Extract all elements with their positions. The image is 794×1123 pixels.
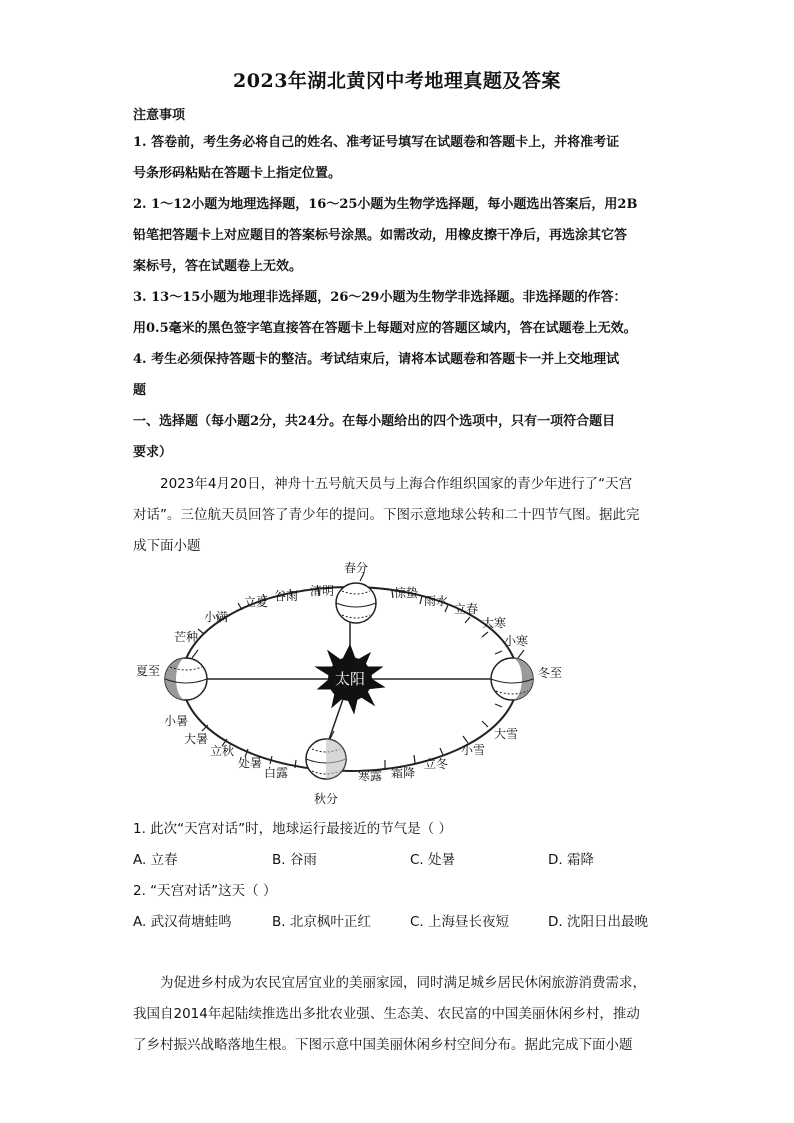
earth-autumn-equinox-icon	[306, 731, 346, 779]
term-chushu: 处暑	[237, 756, 263, 770]
term-daxue: 大雪	[493, 727, 519, 741]
question-2-option-b: B. 北京枫叶正红	[272, 914, 371, 930]
term-qiufen: 秋分	[313, 792, 339, 806]
notice-line: 用0.5毫米的黑色签字笔直接答在答题卡上每题对应的答题区域内，答在试题卷上无效。	[133, 321, 637, 336]
question-2-option-d: D. 沈阳日出最晚	[548, 914, 648, 930]
section-heading: 要求）	[133, 445, 173, 460]
notice-line: 2. 1～12小题为地理选择题，16～25小题为生物学选择题，每小题选出答案后，用2B	[133, 197, 638, 212]
earth-orbit-diagram	[130, 555, 570, 810]
earth-spring-equinox-icon	[336, 573, 376, 623]
question-2-option-a: A. 武汉荷塘蛙鸣	[133, 914, 232, 930]
earth-summer-solstice-icon	[165, 650, 207, 700]
notice-line: 1. 答卷前，考生务必将自己的姓名、准考证号填写在试题卷和答题卡上，并将准考证	[133, 135, 620, 150]
passage-line: 我国自2014年起陆续推选出多批农业强、生态美、农民富的中国美丽休闲乡村，推动	[133, 1006, 640, 1022]
passage-line: 为促进乡村成为农民宜居宜业的美丽家园，同时满足城乡居民休闲旅游消费需求，	[160, 975, 646, 991]
term-dahan: 大寒	[481, 616, 507, 630]
term-xiaohan: 小寒	[503, 634, 529, 648]
notice-heading: 注意事项	[133, 108, 186, 123]
term-shuangjiang: 霜降	[390, 766, 416, 780]
term-dongzhi: 冬至	[537, 666, 563, 680]
term-guyu: 谷雨	[273, 589, 299, 603]
passage-line: 了乡村振兴战略落地生根。下图示意中国美丽休闲乡村空间分布。据此完成下面小题	[133, 1037, 633, 1053]
earth-winter-solstice-icon	[491, 650, 533, 700]
question-1-option-c: C. 处暑	[410, 852, 456, 868]
notice-line: 3. 13～15小题为地理非选择题，26～29小题为生物学非选择题。非选择题的作答：	[133, 290, 627, 305]
question-1-option-a: A. 立春	[133, 852, 178, 868]
term-hanlu: 寒露	[357, 769, 383, 783]
page-title: 2023年湖北黄冈中考地理真题及答案	[233, 70, 561, 92]
question-2-option-c: C. 上海昼长夜短	[410, 914, 510, 930]
section-heading: 一、选择题（每小题2分，共24分。在每小题给出的四个选项中，只有一项符合题目	[133, 414, 616, 429]
term-xiazhi: 夏至	[135, 664, 161, 678]
term-qingming: 清明	[309, 584, 335, 598]
notice-line: 铅笔把答题卡上对应题目的答案标号涂黑。如需改动，用橡皮擦干净后，再选涂其它答	[133, 228, 628, 243]
term-lichun: 立春	[453, 602, 479, 616]
notice-line: 4. 考生必须保持答题卡的整洁。考试结束后，请将本试题卷和答题卡一并上交地理试	[133, 352, 620, 367]
sun-label: 太阳	[334, 670, 366, 688]
question-1-option-d: D. 霜降	[548, 852, 594, 868]
term-dashu: 大暑	[183, 732, 209, 746]
notice-line: 题	[133, 383, 147, 398]
term-liqiu: 立秋	[209, 744, 235, 758]
term-chunfen: 春分	[343, 561, 369, 575]
question-1-option-b: B. 谷雨	[272, 852, 317, 868]
term-bailu: 白露	[263, 766, 289, 780]
term-xiaoshu: 小暑	[163, 714, 189, 728]
term-xiaoxue: 小雪	[460, 743, 486, 757]
question-1-stem: 1. 此次“天宫对话”时，地球运行最接近的节气是（ ）	[133, 821, 452, 837]
term-mangzhong: 芒种	[173, 630, 199, 644]
question-2-stem: 2. “天宫对话”这天（ ）	[133, 883, 277, 899]
term-xiaoman: 小满	[203, 610, 229, 624]
notice-line: 案标号，答在试题卷上无效。	[133, 259, 303, 274]
term-yushui: 雨水	[423, 594, 449, 608]
notice-line: 号条形码粘贴在答题卡上指定位置。	[133, 166, 342, 181]
term-lidong: 立冬	[423, 757, 449, 771]
passage-line: 对话”。三位航天员回答了青少年的提问。下图示意地球公转和二十四节气图。据此完	[133, 507, 640, 523]
term-lixia: 立夏	[243, 595, 269, 609]
term-jingzhe: 惊蛰	[393, 586, 419, 600]
passage-line: 成下面小题	[133, 538, 201, 554]
passage-line: 2023年4月20日，神舟十五号航天员与上海合作组织国家的青少年进行了“天宫	[160, 476, 633, 492]
